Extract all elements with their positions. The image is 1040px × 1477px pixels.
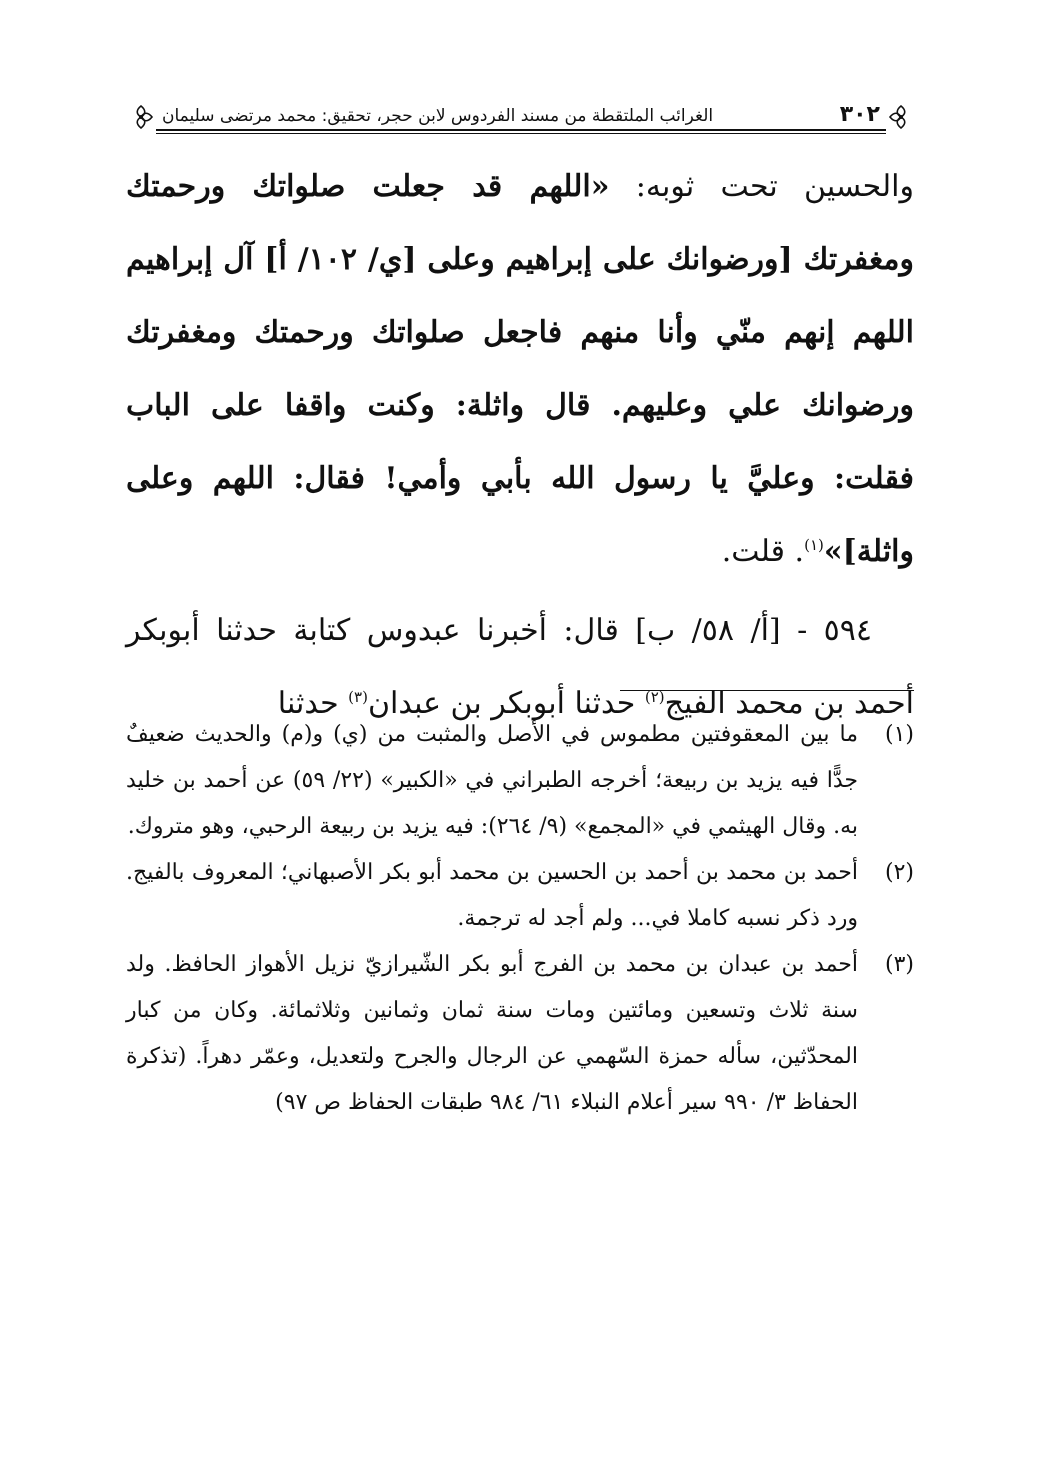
footnote-ref[interactable]: (٢) xyxy=(644,688,665,706)
footnote-item xyxy=(126,850,914,942)
header-rule-thin xyxy=(156,133,886,134)
footnote-number: (٢) xyxy=(884,860,914,885)
footnote-ref[interactable]: (٣) xyxy=(348,688,368,706)
header-rule xyxy=(156,129,886,131)
footnote-text: أحمد بن محمد بن أحمد بن الحسين بن محمد أبو بكر الأصبهاني؛ المعروف بالفيج. ورد ذكر نسبه كاملا في... ولم أجد له ترجمة. xyxy=(126,860,859,931)
footnote-number: (١) xyxy=(884,722,914,747)
footnotes xyxy=(126,712,914,1126)
text-segment: . قلت. xyxy=(721,534,805,569)
footnote-text: أحمد بن عبدان بن محمد بن الفرج أبو بكر الشّيرازيّ نزيل الأهواز الحافظ. ولد سنة ثلاث وتسعين ومائتين ومات سنة ثمان وثمانين وثلاثمائة. وكان من كبار المحدّثين، سأله حمزة السّهمي عن الرجال والجرح ولتعديل، وعمّر دهراً. (تذكرة الحفاظ ٣/ ٩٩٠ سير أعلام النبلاء ٦١/ ٩٨٤ طبقات الحفاظ ص ٩٧) xyxy=(126,952,858,1115)
footnote-number: (٣) xyxy=(884,952,914,977)
floral-ornament-icon xyxy=(128,104,154,130)
footnote-item xyxy=(126,712,914,850)
page-header xyxy=(128,96,914,136)
footnote-text: ما بين المعقوفتين مطموس في الأصل والمثبت من (ي) و(م) والحديث ضعيفٌ جدًّا فيه يزيد بن ربيعة؛ أخرجه الطبراني في «الكبير» (٢٢/ ٥٩) عن أحمد بن خليد به. وقال الهيثمي في «المجمع» (٩/ ٢٦٤): فيه يزيد بن ربيعة الرحبي، وهو متروك. xyxy=(126,722,858,839)
text-segment: حدثنا أبوبكر بن عبدان xyxy=(367,686,645,721)
running-title: الغرائب الملتقطة من مسند الفردوس لابن حجر، تحقيق: محمد مرتضى سليمان xyxy=(162,106,714,126)
text-segment: والحسين تحت ثوبه: xyxy=(609,169,914,204)
paragraph-hadith-continuation xyxy=(126,150,914,588)
main-text xyxy=(126,150,914,740)
footnote-separator xyxy=(620,690,914,691)
page-number: ٣٠٢ xyxy=(839,102,880,127)
hadith-quote: «اللهم قد جعلت صلواتك ورحمتك ومغفرتك [ورضوانك على إبراهيم وعلى [ي/ ١٠٢/ أ] آل إبراهيم اللهم إنهم منّي وأنا منهم فاجعل صلواتك ورحمتك ومغفرتك ورضوانك علي وعليهم. قال واثلة: وكنت واقفا على الباب فقلت: وعليَّ يا رسول الله بأبي وأمي! فقال: اللهم وعلى واثلة]» xyxy=(126,169,914,569)
floral-ornament-icon xyxy=(888,104,914,130)
footnote-item xyxy=(126,942,914,1126)
text-segment: ٥٩٤ - [أ/ ٥٨/ ب] قال: أخبرنا عبدوس كتابة حدثنا أبوبكر أحمد بن محمد الفيج xyxy=(126,613,914,721)
text-segment: حدثنا xyxy=(277,686,349,721)
footnote-ref[interactable]: (١) xyxy=(804,536,824,554)
